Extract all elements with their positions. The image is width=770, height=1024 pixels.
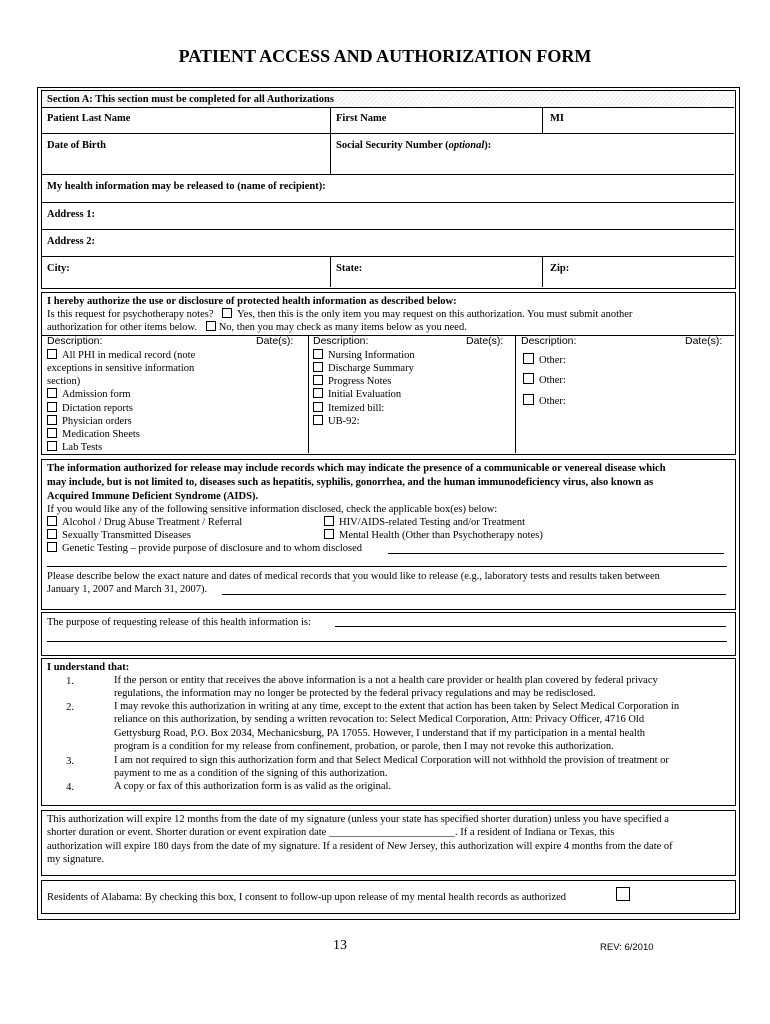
page-number: 13 <box>333 938 347 953</box>
item-physician-orders: Physician orders <box>47 415 132 428</box>
col2-dates-header: Date(s): <box>466 335 504 347</box>
alabama-section <box>41 880 736 914</box>
physician-orders-checkbox[interactable] <box>47 415 57 425</box>
expiry-text: This authorization will expire 12 months from the date of my signature (unless your state has specified shorter duration) unless you have specified a shorter duration or event. Shorter duration or event expiration date ________________________. If a resident of Indiana or Texas, this authorization will expire 180 days from the date of my signature. If a resident of New Jersey, this authorization will expire 4 months from the date of my signature. <box>47 814 673 865</box>
understand-item-1: If the person or entity that receives the above information is a not a health care provider or health plan covered by federal privacy regulations, the information may no longer be protected by the federal privacy regulations and may be redisclosed. <box>114 675 658 700</box>
ssn-field[interactable] <box>336 153 730 171</box>
sensitive-warning-line-1: The information authorized for release may include records which may indicate the presence of a communicable or venereal disease which <box>47 463 666 474</box>
item-medication-sheets: Medication Sheets <box>47 428 140 441</box>
address1-label: Address 1: <box>47 209 95 220</box>
psych-yes-checkbox[interactable] <box>222 308 232 318</box>
admission-form-checkbox[interactable] <box>47 388 57 398</box>
progress-notes-checkbox[interactable] <box>313 375 323 385</box>
all-phi-checkbox[interactable] <box>47 349 57 359</box>
understand-item-1-num: 1. <box>66 676 74 687</box>
address2-label: Address 2: <box>47 236 95 247</box>
item-all-phi-cont-1: exceptions in sensitive information <box>47 363 195 374</box>
dob-label: Date of Birth <box>47 140 106 151</box>
item-ub92: UB-92: <box>313 415 360 428</box>
item-all-phi: All PHI in medical record (note <box>47 349 195 362</box>
alcohol-checkbox[interactable] <box>47 516 57 526</box>
psych-line-2: authorization for other items below. No, then you may check as many items below as you need. <box>47 322 467 333</box>
psych-question-line <box>47 308 632 321</box>
item-all-phi-cont-2: section) <box>47 376 81 387</box>
hiv-checkbox[interactable] <box>324 516 334 526</box>
zip-label: Zip: <box>550 263 570 274</box>
nursing-information-checkbox[interactable] <box>313 349 323 359</box>
ssn-label: Social Security Number (optional): <box>336 140 492 151</box>
describe-line-1: Please describe below the exact nature and dates of medical records that you would like to release (e.g., laboratory tests and results taken between <box>47 571 660 582</box>
item-other-1: Other: <box>523 353 566 367</box>
col1-description-header: Description: <box>47 335 103 347</box>
dictation-reports-checkbox[interactable] <box>47 402 57 412</box>
genetic-purpose-line-2[interactable] <box>47 566 727 567</box>
opt-genetic: Genetic Testing – provide purpose of disclosure and to whom disclosed <box>47 542 362 555</box>
sensitive-warning-line-3: Acquired Immune Deficient Syndrome (AIDS). <box>47 491 259 502</box>
form-title: PATIENT ACCESS AND AUTHORIZATION FORM <box>178 46 592 66</box>
ub92-checkbox[interactable] <box>313 415 323 425</box>
item-other-3: Other: <box>523 394 566 408</box>
sensitive-warning-line-2: may include, but is not limited to, diseases such as hepatitis, syphilis, gonorrhea, and the human immunodeficiency virus, also known as <box>47 477 654 488</box>
sensitive-information-section <box>41 459 736 610</box>
understand-item-4-num: 4. <box>66 782 74 793</box>
item-discharge-summary: Discharge Summary <box>313 362 414 375</box>
expiry-section <box>41 810 736 876</box>
item-lab-tests: Lab Tests <box>47 441 102 454</box>
medication-sheets-checkbox[interactable] <box>47 428 57 438</box>
col1-dates-header: Date(s): <box>256 335 294 347</box>
purpose-line-2[interactable] <box>47 641 727 642</box>
city-label: City: <box>47 263 70 274</box>
section-a <box>41 90 736 289</box>
patient-last-name-field[interactable] <box>47 125 327 133</box>
itemized-bill-checkbox[interactable] <box>313 402 323 412</box>
opt-alcohol: Alcohol / Drug Abuse Treatment / Referral <box>47 516 242 529</box>
initial-evaluation-checkbox[interactable] <box>313 388 323 398</box>
purpose-line-1[interactable] <box>335 626 726 627</box>
mental-health-checkbox[interactable] <box>324 529 334 539</box>
lab-tests-checkbox[interactable] <box>47 441 57 451</box>
opt-hiv: HIV/AIDS-related Testing and/or Treatment <box>324 516 525 529</box>
purpose-label: The purpose of requesting release of this health information is: <box>47 617 311 628</box>
item-initial-evaluation: Initial Evaluation <box>313 388 401 401</box>
opt-std: Sexually Transmitted Diseases <box>47 529 191 542</box>
purpose-section <box>41 612 736 656</box>
item-dictation-reports: Dictation reports <box>47 402 133 415</box>
sensitive-instruction: If you would like any of the following sensitive information disclosed, check the applicable box(es) below: <box>47 504 498 515</box>
psych-question: Is this request for psychotherapy notes? <box>47 309 214 320</box>
alabama-consent-checkbox[interactable] <box>616 887 630 901</box>
psych-yes-text: Yes, then this is the only item you may request on this authorization. You must submit another <box>237 309 633 320</box>
psych-no-checkbox[interactable] <box>206 321 216 331</box>
first-name-label: First Name <box>336 113 387 124</box>
item-other-2: Other: <box>523 373 566 387</box>
item-itemized-bill: Itemized bill: <box>313 402 384 415</box>
col3-description-header: Description: <box>521 335 577 347</box>
describe-records-line[interactable] <box>222 594 726 595</box>
dob-field[interactable] <box>47 153 327 171</box>
col2-description-header: Description: <box>313 335 369 347</box>
understand-item-2: I may revoke this authorization in writing at any time, except to the extent that action has been taken by Select Medical Corporation in reliance on this authorization, by sending a written revocation to: Select Medical Corporation, Attn: Privacy Officer, 4716 Old Gettysburg Road, P.O. Box 2034, Mechanicsburg, PA 17055. However, I understand that if my participation in a mental health program is a condition for my release from confinement, probation, or parole, then I may not revoke this authorization. <box>114 701 680 752</box>
understand-item-3: I am not required to sign this authorization form and that Select Medical Corporation will not withhold the provision of treatment or payment to me as a condition of the signing of this authorization. <box>114 755 669 780</box>
revision-label: REV: 6/2010 <box>600 942 654 953</box>
other-3-checkbox[interactable] <box>523 394 534 405</box>
item-nursing-information: Nursing Information <box>313 349 415 362</box>
opt-mental-health: Mental Health (Other than Psychotherapy notes) <box>324 529 543 542</box>
recipient-label: My health information may be released to (name of recipient): <box>47 181 326 192</box>
mi-label: MI <box>550 113 564 124</box>
item-admission-form: Admission form <box>47 388 131 401</box>
understand-item-4: A copy or fax of this authorization form is as valid as the original. <box>114 781 392 792</box>
describe-line-2: January 1, 2007 and March 31, 2007). <box>47 584 208 595</box>
col3-dates-header: Date(s): <box>685 335 723 347</box>
understand-item-2-num: 2. <box>66 702 74 713</box>
psych-no-text: No, then you may check as many items below as you need. <box>218 322 467 333</box>
item-progress-notes: Progress Notes <box>313 375 391 388</box>
alabama-text: Residents of Alabama: By checking this box, I consent to follow-up upon release of my mental health records as authorized <box>47 892 567 903</box>
genetic-purpose-line[interactable] <box>388 553 724 554</box>
authorize-heading: I hereby authorize the use or disclosure of protected health information as described below: <box>47 296 457 307</box>
patient-last-name-label: Patient Last Name <box>47 113 131 124</box>
understand-heading: I understand that: <box>47 662 130 673</box>
std-checkbox[interactable] <box>47 529 57 539</box>
section-a-header: Section A: This section must be completed for all Authorizations <box>47 94 334 105</box>
mi-field[interactable] <box>550 125 730 133</box>
state-label: State: <box>336 263 363 274</box>
discharge-summary-checkbox[interactable] <box>313 362 323 372</box>
other-2-checkbox[interactable] <box>523 373 534 384</box>
authorization-items-section <box>41 292 736 455</box>
other-1-checkbox[interactable] <box>523 353 534 364</box>
first-name-field[interactable] <box>336 125 536 133</box>
genetic-checkbox[interactable] <box>47 542 57 552</box>
understand-item-3-num: 3. <box>66 756 74 767</box>
